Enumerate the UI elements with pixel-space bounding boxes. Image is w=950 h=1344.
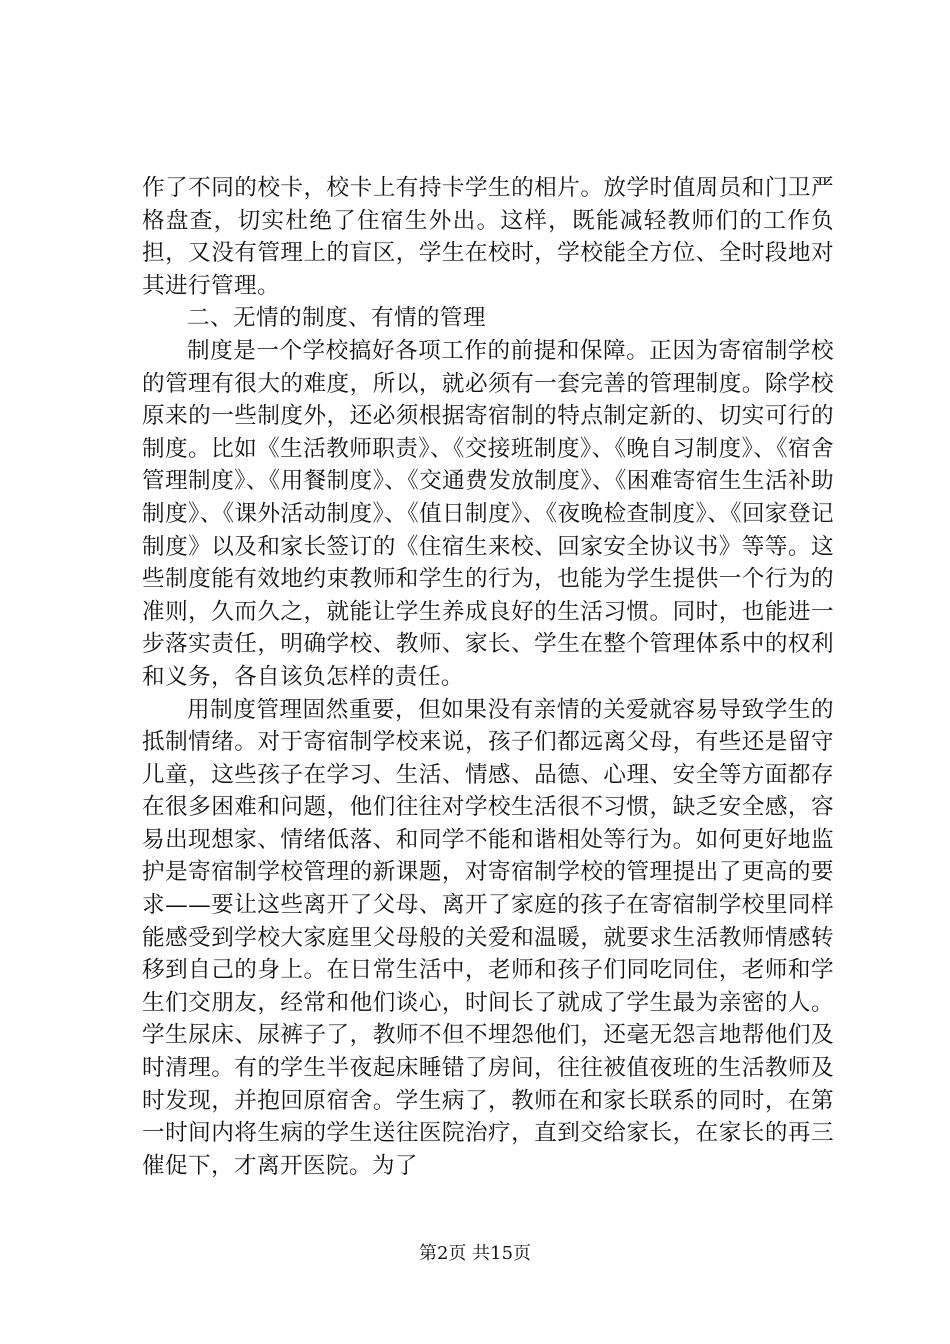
paragraph-care: 用制度管理固然重要，但如果没有亲情的关爱就容易导致学生的抵制情绪。对于寄宿制学校来说，孩子们都远离父母，有些还是留守儿童，这些孩子在学习、生活、情感、品德、心理、安全等方面都存在很多困难和问题，他们往往对学校生活很不习惯，缺乏安全感，容易出现想家、情绪低落、和同学不能和谐相处等行为。如何更好地监护是寄宿制学校管理的新课题，对寄宿制学校的管理提出了更高的要求——要让这些离开了父母、离开了家庭的孩子在寄宿制学校里同样能感受到学校大家庭里父母般的关爱和温暖，就要求生活教师情感转移到自己的身上。在日常生活中，老师和孩子们同吃同住，老师和学生们交朋友，经常和他们谈心，时间长了就成了学生最为亲密的人。学生尿床、尿裤子了，教师不但不埋怨他们，还毫无怨言地帮他们及时清理。有的学生半夜起床睡错了房间，往往被值夜班的生活教师及时发现，并抱回原宿舍。学生病了，教师在和家长联系的同时，在第一时间内将生病的学生送往医院治疗，直到交给家长，在家长的再三催促下，才离开医院。为了	[142, 696, 834, 1179]
page-number-footer: 第2页 共15页	[418, 1243, 532, 1264]
paragraph-rules: 制度是一个学校搞好各项工作的前提和保障。正因为寄宿制学校的管理有很大的难度，所以，就必须有一套完善的管理制度。除学校原来的一些制度外，还必须根据寄宿制的特点制定新的、切实可行的制度。比如《生活教师职责》、《交接班制度》、《晚自习制度》、《宿舍管理制度》、《用餐制度》、《交通费发放制度》、《困难寄宿生生活补助制度》、《课外活动制度》、《值日制度》、《夜晚检查制度》、《回家登记制度》以及和家长签订的《住宿生来校、回家安全协议书》等等。这些制度能有效地约束教师和学生的行为，也能为学生提供一个行为的准则，久而久之，就能让学生养成良好的生活习惯。同时，也能进一步落实责任，明确学校、教师、家长、学生在整个管理体系中的权利和义务，各自该负怎样的责任。	[142, 337, 834, 690]
section-heading: 二、无情的制度、有情的管理	[187, 305, 486, 332]
document-body	[142, 172, 834, 1182]
paragraph-continuation: 作了不同的校卡，校卡上有持卡学生的相片。放学时值周员和门卫严格盘查，切实杜绝了住宿生外出。这样，既能减轻教师们的工作负担，又没有管理上的盲区，学生在校时，学校能全方位、全时段地对其进行管理。	[142, 175, 834, 299]
